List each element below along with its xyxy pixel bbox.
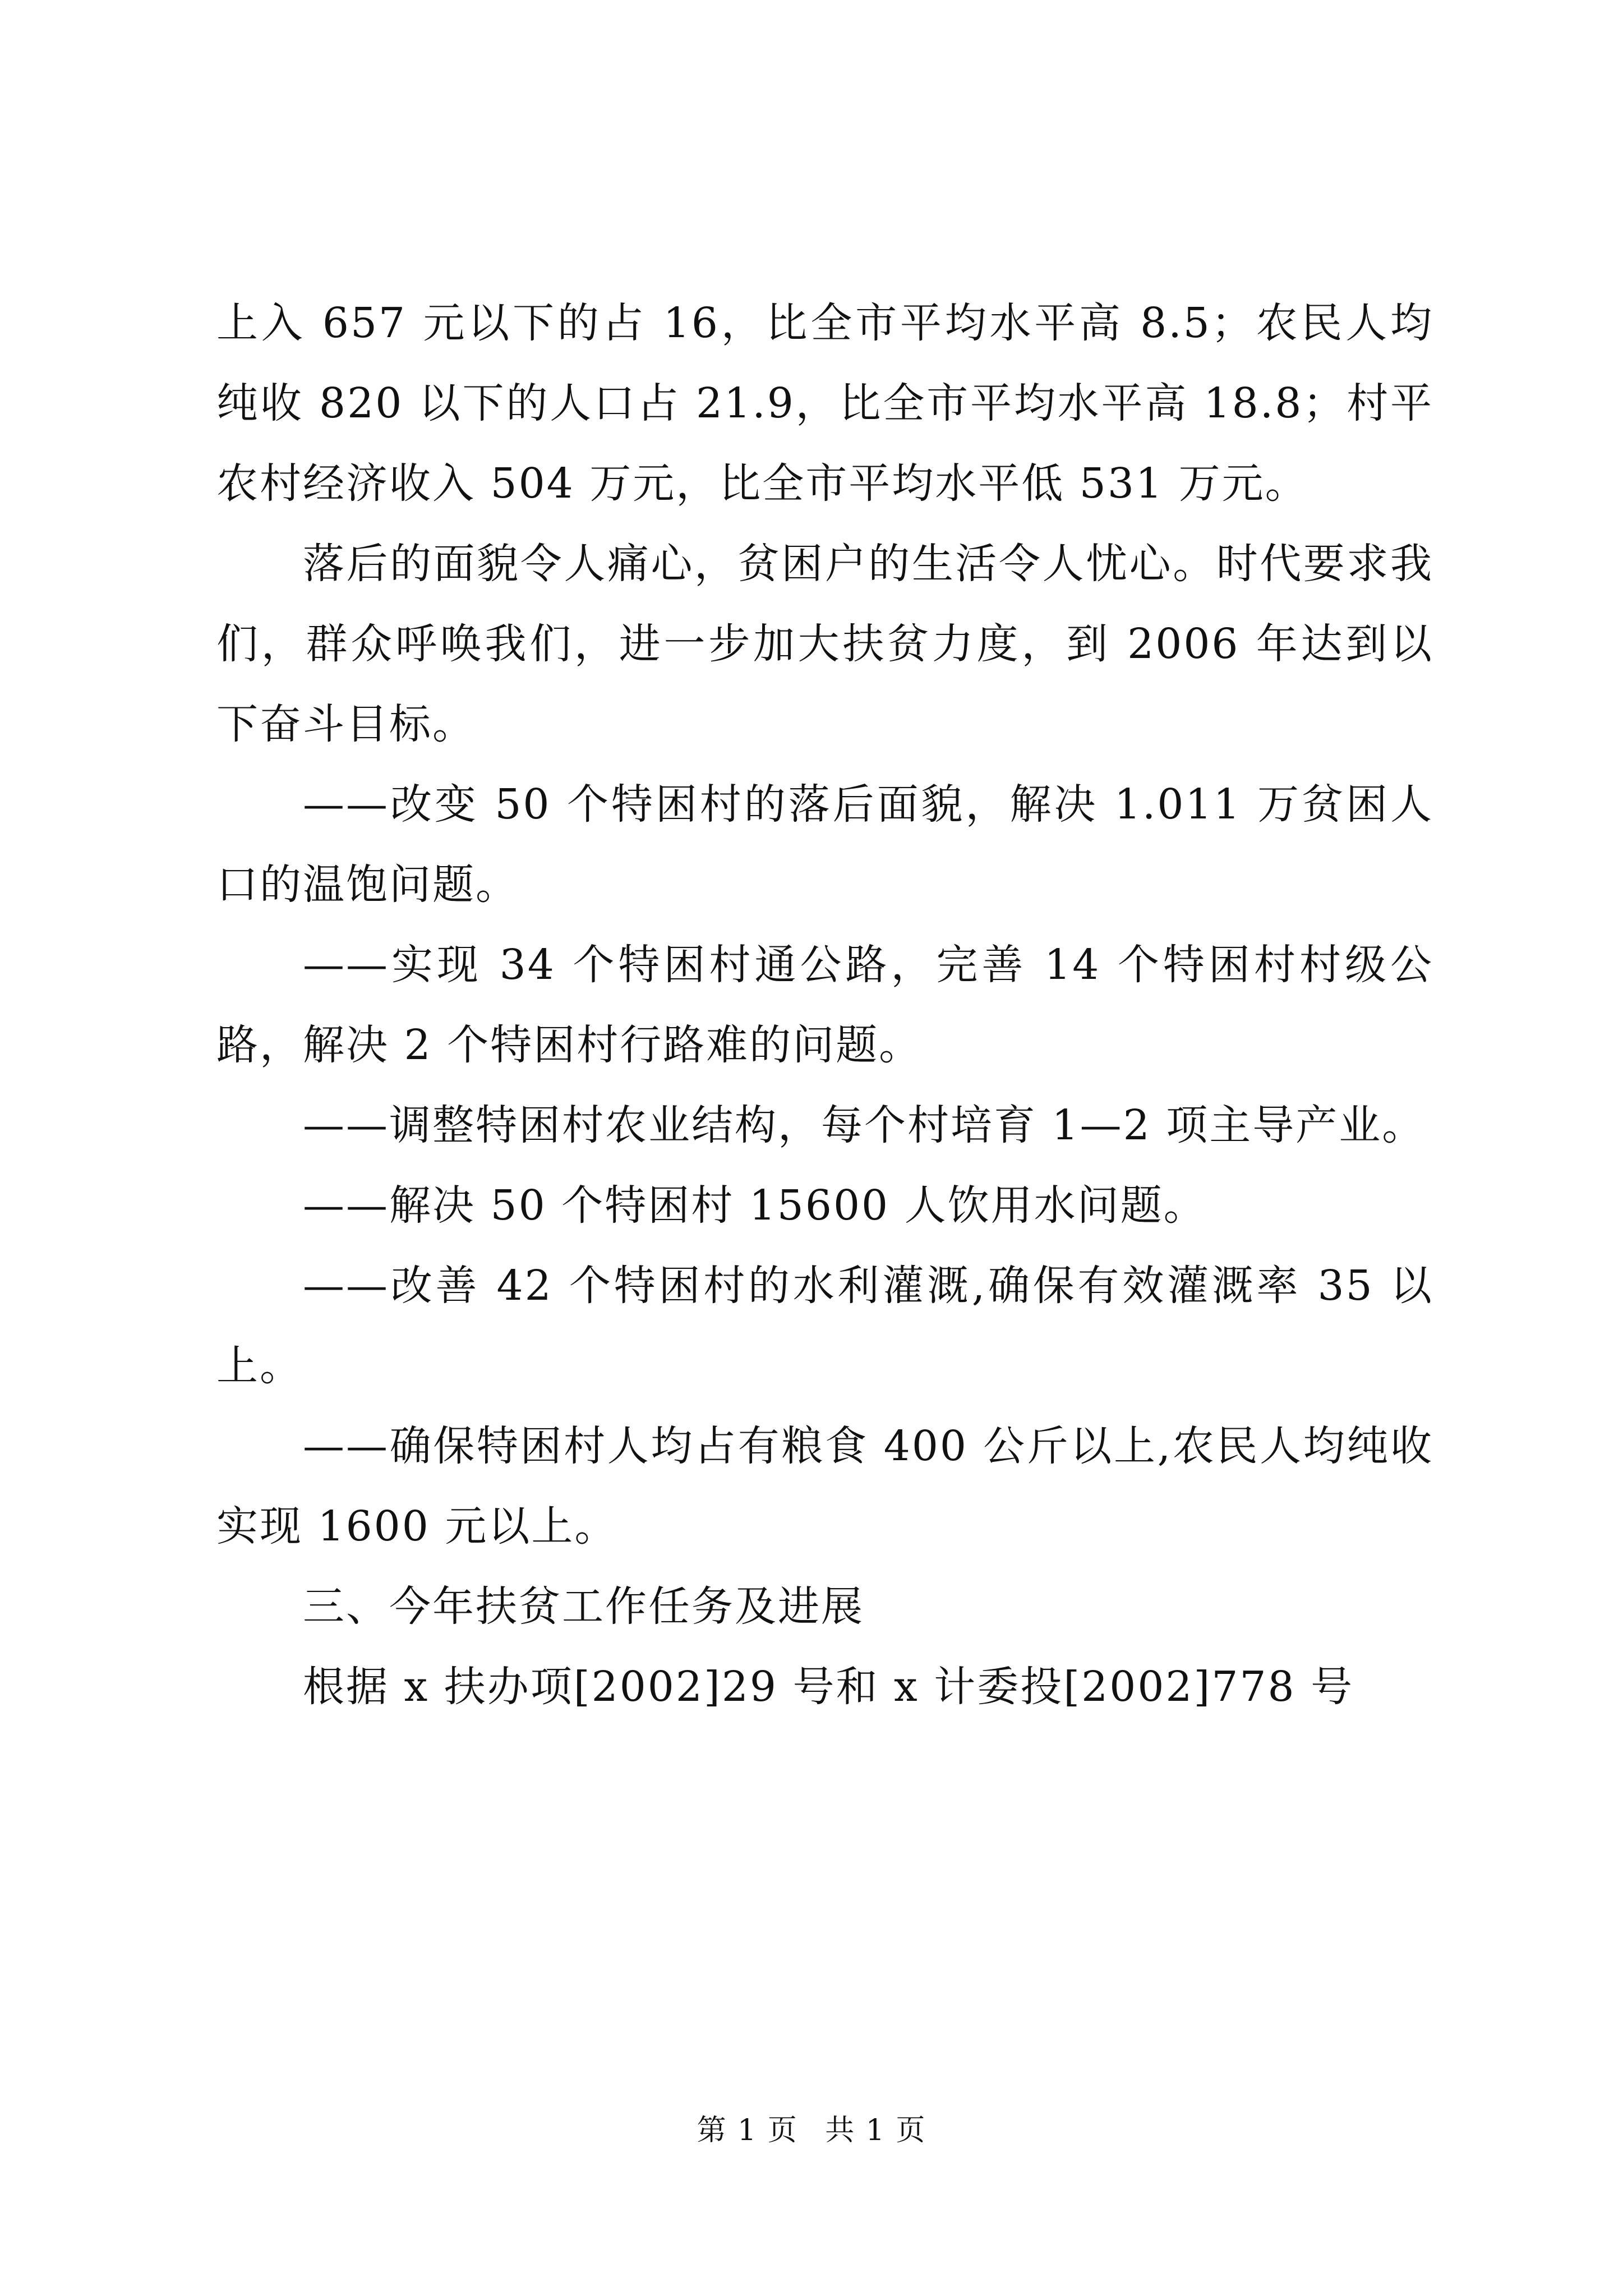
goal-item-2: ——实现 34 个特困村通公路，完善 14 个特困村村级公路，解决 2 个特困村行路难的问题。 [216, 941, 1433, 1069]
paragraph-1: 上入 657 元以下的占 16，比全市平均水平高 8.5；农民人均纯收 820 以下的人口占 21.9，比全市平均水平高 18.8；村平农村经济收入 504 万元，比全市平均水平低 531 万元。 [216, 299, 1433, 508]
document-body [216, 283, 1433, 1727]
goal-item-4: ——解决 50 个特困村 15600 人饮用水问题。 [303, 1181, 1207, 1230]
section-heading: 三、今年扶贫工作任务及进展 [303, 1582, 864, 1631]
page-total: 共 1 页 [825, 2114, 926, 2147]
page-footer [0, 2108, 1623, 2153]
goal-item-6: ——确保特困村人均占有粮食 400 公斤以上,农民人均纯收实现 1600 元以上。 [216, 1422, 1433, 1550]
paragraph-last: 根据 x 扶办项[2002]29 号和 x 计委投[2002]778 号 [303, 1663, 1354, 1711]
goal-item-3: ——调整特困村农业结构，每个村培育 1—2 项主导产业。 [303, 1101, 1426, 1149]
goal-item-5: ——改善 42 个特困村的水利灌溉,确保有效灌溉率 35 以上。 [216, 1262, 1433, 1390]
paragraph-2: 落后的面貌令人痛心，贫困户的生活令人忧心。时代要求我们，群众呼唤我们，进一步加大扶贫力度，到 2006 年达到以下奋斗目标。 [216, 540, 1433, 748]
page-number: 第 1 页 [697, 2114, 798, 2147]
goal-item-1: ——改变 50 个特困村的落后面貌，解决 1.011 万贫困人口的温饱问题。 [216, 780, 1433, 909]
